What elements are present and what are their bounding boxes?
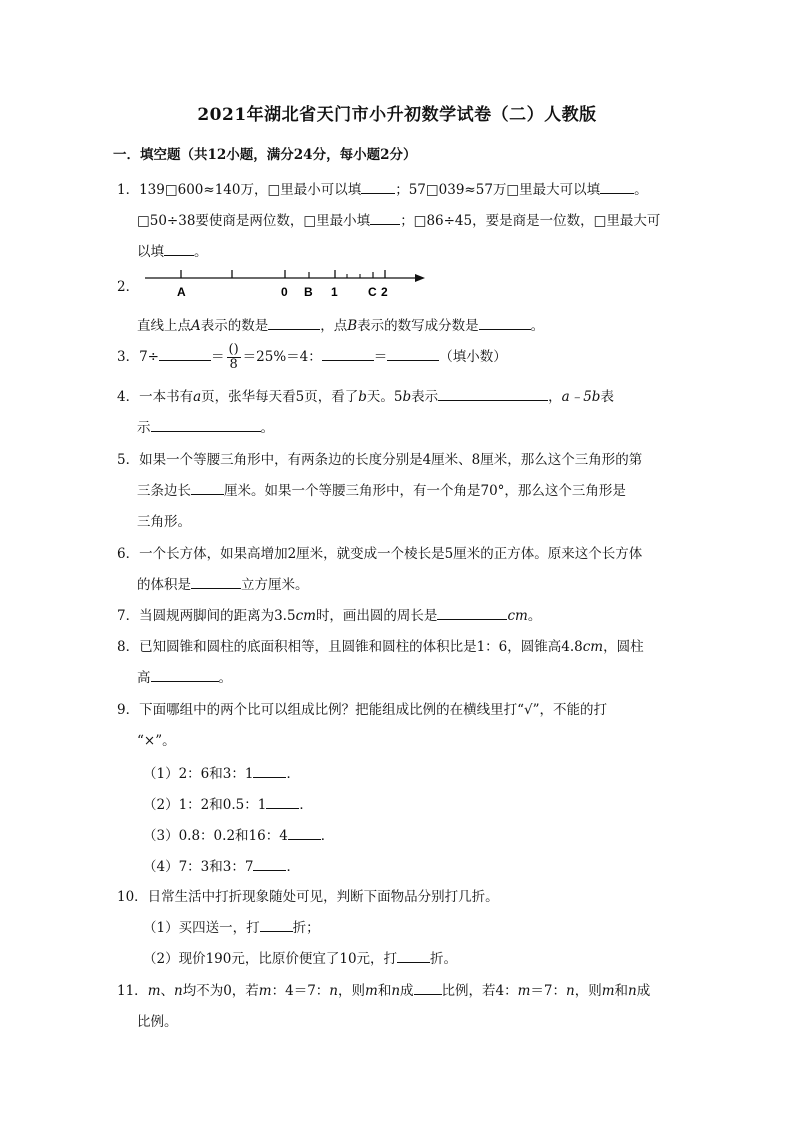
answer-blank[interactable] [322, 348, 374, 361]
label-0: 0 [281, 285, 288, 299]
question-8-line-2: 高 。 [137, 670, 232, 686]
label-B: B [304, 285, 313, 299]
arrow-head-icon [415, 274, 425, 282]
question-1-line-1: 1．139□600≈140万，□里最小可以填 ；57□039≈57万□里最大可以填 。 [117, 182, 648, 198]
question-10-line-1: 10．日常生活中打折现象随处可见，判断下面物品分别打几折。 [117, 889, 499, 905]
question-5-line-3: 三角形。 [137, 514, 191, 530]
label-A: A [177, 285, 186, 299]
answer-blank[interactable] [253, 858, 286, 871]
fraction: $\frac{()}{8}$ [228, 342, 239, 372]
answer-blank[interactable] [191, 576, 241, 589]
answer-blank[interactable] [164, 243, 194, 256]
question-5-line-1: 5．如果一个等腰三角形中，有两条边的长度分别是4厘米、8厘米，那么这个三角形的第 [117, 452, 643, 468]
label-C: C [368, 285, 377, 299]
answer-blank[interactable] [437, 607, 507, 620]
answer-blank[interactable] [600, 181, 634, 194]
number-line-diagram [140, 266, 430, 300]
answer-blank[interactable] [268, 317, 320, 330]
answer-blank[interactable] [288, 827, 321, 840]
question-5-line-2: 三条边长 厘米。如果一个等腰三角形中，有一个角是70°，那么这个三角形是 [137, 483, 626, 499]
question-9-item-3: （3）0.8：0.2和16：4 ． [143, 828, 335, 844]
answer-blank[interactable] [479, 317, 531, 330]
question-9-item-1: （1）2：6和3：1 ． [143, 766, 300, 782]
label-2: 2 [381, 285, 388, 299]
answer-blank[interactable] [266, 796, 299, 809]
answer-blank[interactable] [159, 348, 211, 361]
question-1-line-3: 以填 。 [137, 244, 208, 260]
answer-blank[interactable] [361, 181, 395, 194]
answer-blank[interactable] [260, 919, 293, 932]
question-7: 7．当圆规两脚间的距离为3.5cm时，画出圆的周长是 cm。 [117, 608, 542, 624]
answer-blank[interactable] [370, 212, 400, 225]
question-10-item-2: （2）现价190元，比原价便宜了10元，打 折。 [143, 951, 458, 967]
question-9-item-2: （2）1：2和0.5：1 ． [143, 797, 313, 813]
question-2-number: 2． [117, 279, 140, 295]
answer-blank[interactable] [151, 669, 219, 682]
question-9-line-2: “×”。 [137, 733, 176, 749]
question-11-line-1: 11．m、n均不为0，若m：4＝7：n，则m和n成 比例，若4：m＝7：n，则m和n成 [117, 983, 651, 999]
answer-blank[interactable] [253, 765, 286, 778]
answer-blank[interactable] [438, 388, 548, 401]
question-9-item-4: （4）7：3和3：7 ． [143, 859, 300, 875]
question-6-line-2: 的体积是 立方厘米。 [137, 577, 309, 593]
question-10-item-1: （1）买四送一，打 折； [143, 920, 320, 936]
answer-blank[interactable] [387, 348, 439, 361]
answer-blank[interactable] [397, 950, 430, 963]
exam-title: 2021年湖北省天门市小升初数学试卷（二）人教版 [197, 105, 597, 125]
question-9-line-1: 9．下面哪组中的两个比可以组成比例？把能组成比例的在横线里打“√”，不能的打 [117, 702, 607, 718]
label-1: 1 [331, 285, 338, 299]
answer-blank[interactable] [191, 482, 224, 495]
question-11-line-2: 比例。 [137, 1014, 178, 1030]
section-heading: 一．填空题（共12小题，满分24分，每小题2分） [113, 147, 417, 163]
question-3: 3．7÷ ＝ $\frac{()}{8}$ ＝25%＝4： ＝ （填小数） [117, 342, 507, 372]
question-1-line-2: □50÷38要使商是两位数，□里最小填 ；□86÷45，要是商是一位数，□里最大可 [137, 213, 661, 229]
question-4-line-2: 示 。 [137, 420, 274, 436]
question-4-line-1: 4．一本书有a页，张华每天看5页，看了b天。5b表示 ，a﹣5b表 [117, 389, 614, 405]
answer-blank[interactable] [414, 982, 442, 995]
question-6-line-1: 6．一个长方体，如果高增加2厘米，就变成一个棱长是5厘米的正方体。原来这个长方体 [117, 546, 643, 562]
question-2-text: 直线上点A表示的数是 ，点B表示的数写成分数是 。 [137, 318, 545, 334]
question-8-line-1: 8．已知圆锥和圆柱的底面积相等，且圆锥和圆柱的体积比是1：6，圆锥高4.8cm，圆柱 [117, 639, 644, 655]
answer-blank[interactable] [151, 419, 261, 432]
